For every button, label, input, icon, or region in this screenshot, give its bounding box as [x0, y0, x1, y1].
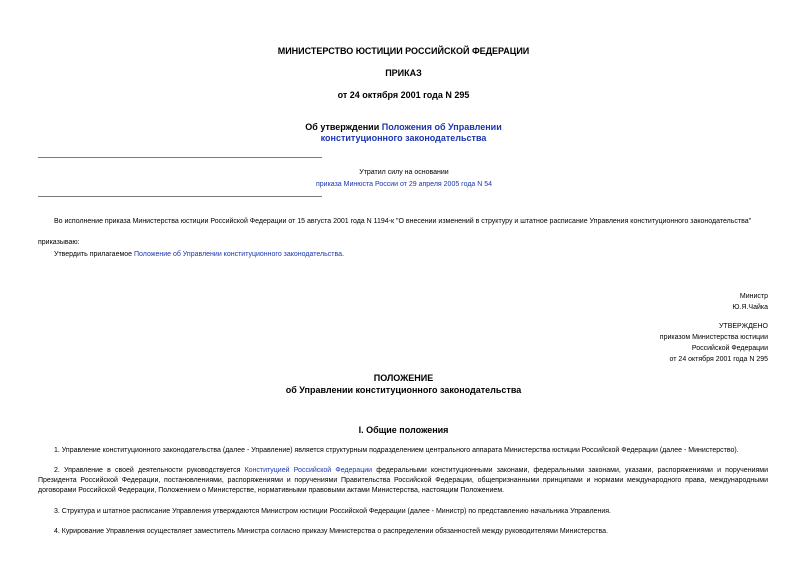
order-text: [54, 250, 344, 260]
ministry-heading: МИНИСТЕРСТВО ЮСТИЦИИ РОССИЙСКОЙ ФЕДЕРАЦИИ: [277, 46, 530, 56]
paragraph-3: 3. Структура и штатное расписание Управления утверждаются Министром юстиции Российской Федерации (далее - Министр) по представлению начальника Управления.: [54, 508, 611, 515]
doc-type-heading: ПРИКАЗ: [385, 68, 422, 78]
divider-top: [38, 157, 322, 158]
status-repeal-link-wrap: [262, 180, 546, 190]
signature-position: Министр: [739, 293, 768, 300]
regulation-subtitle: об Управлении конституционного законодательства: [285, 385, 522, 395]
section-heading: I. Общие положения: [358, 425, 449, 435]
order-suffix: .: [341, 251, 344, 258]
order-word: приказываю:: [38, 239, 80, 246]
approval-stamp: УТВЕРЖДЕНО: [718, 323, 768, 330]
p2-prefix: 2. Управление в своей деятельности руководствуется: [54, 467, 245, 474]
paragraph-1: 1. Управление конституционного законодательства (далее - Управление) является структурным подразделением центрального аппарата Министерства юстиции Российской Федерации (далее - Министерство).: [54, 447, 739, 454]
regulation-link-order[interactable]: Положение об Управлении конституционного законодательства: [134, 251, 342, 258]
approval-country: Российской Федерации: [691, 345, 768, 352]
title-prefix: Об утверждении: [305, 122, 382, 132]
doc-date-number: от 24 октября 2001 года N 295: [337, 90, 470, 100]
regulation-title: ПОЛОЖЕНИЕ: [373, 373, 434, 383]
approval-by: приказом Министерства юстиции: [659, 334, 768, 341]
paragraph-2: [38, 466, 768, 496]
document-title: [0, 122, 807, 144]
divider-bottom: [38, 196, 322, 197]
signature-name: Ю.Я.Чайка: [732, 304, 768, 311]
p2-rest: федеральными конституционными законами, федеральными законами, указами, распоряжениями и поручениями Президента Российской Федерации, постановлениями, распоряжениями и поручениями Правительства Российской Федерации, общепризнанными принципами и нормами международного права, международными договорами Российской Федерации, Положением о Министерстве, нормативными правовыми актами Министерства, настоящим Положением.: [38, 467, 768, 494]
order-prefix: Утвердить прилагаемое: [54, 251, 135, 258]
approval-date: от 24 октября 2001 года N 295: [669, 356, 768, 363]
regulation-link-title[interactable]: Положения об Управлении: [381, 122, 502, 132]
regulation-link-title-2[interactable]: конституционного законодательства: [320, 133, 487, 143]
preamble: Во исполнение приказа Министерства юстиции Российской Федерации от 15 августа 2001 года N 1194-к "О внесении изменений в структуру и штатное расписание Управления конституционного законодательства": [54, 218, 752, 225]
status-line: Утратил силу на основании: [359, 169, 449, 176]
paragraph-4: 4. Курирование Управления осуществляет заместитель Министра согласно приказу Министерства о распределении обязанностей между руководителями Министерства.: [54, 528, 608, 535]
constitution-link[interactable]: Конституцией Российской Федерации: [244, 467, 373, 474]
repeal-order-link[interactable]: приказа Минюста России от 29 апреля 2005 года N 54: [315, 181, 493, 188]
